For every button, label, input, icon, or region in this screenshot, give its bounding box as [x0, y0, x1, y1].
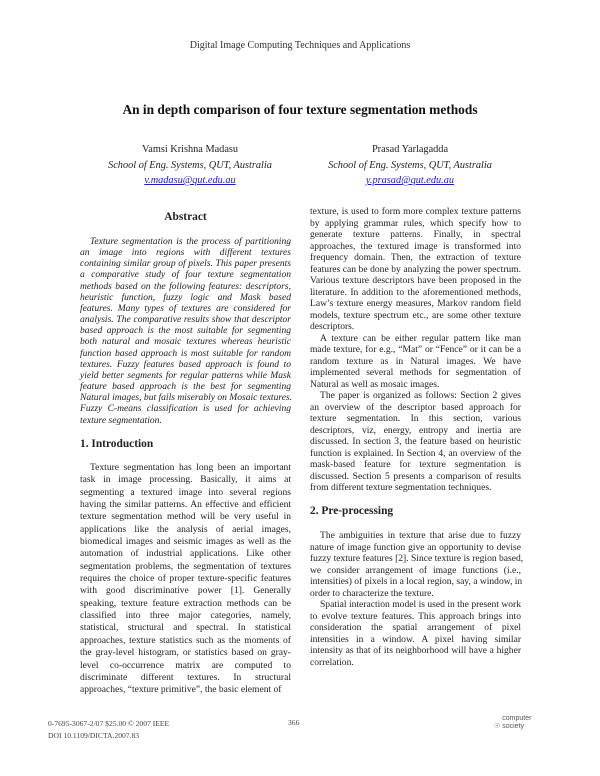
author-2: [290, 142, 530, 189]
author-name: Prasad Yarlagadda: [371, 144, 449, 155]
text-line: Natural images, but fails miserably on Mosaic textures.: [80, 392, 293, 404]
text-line: consideration the spatial arrangement of pixel: [310, 622, 521, 633]
text-line: Texture segmentation is the process of partitioning: [90, 236, 291, 247]
introduction-body: [80, 462, 291, 697]
text-line: segmentation problems, the segmentation of textures: [80, 560, 291, 572]
text-line: classified into three major categories, namely,: [80, 610, 291, 622]
text-line: approaches, “texture primitive”, the basic element of: [80, 684, 282, 696]
text-line: order to characterize the texture.: [310, 587, 434, 599]
text-line: an overview of the descriptor based approach for: [310, 401, 521, 413]
text-line: both natural and mosaic textures whereas heuristic: [80, 336, 291, 348]
text-line: intensities) of pixels in a local region, say, a window, in: [310, 576, 523, 587]
footer-isbn: 0-7695-3067-2/07 $25.00 © 2007 IEEE: [48, 719, 170, 728]
text-line: discussed. In section 3, the feature based on heuristic: [310, 436, 521, 447]
text-line: applications like the analysis of aerial images,: [80, 523, 291, 535]
text-line: frequency domain. Then, the extraction of texture: [310, 252, 521, 263]
text-line: automation of industrial applications. Like other: [80, 548, 291, 560]
text-line: the gray-level histogram, or statistics based on gray-: [80, 647, 291, 659]
text-line: intensities in a window. A pixel having similar: [310, 633, 521, 645]
text-line: Various texture descriptors have been proposed in the: [310, 275, 521, 286]
abstract-heading: Abstract: [164, 211, 207, 223]
text-line: texture, is used to form more complex texture patterns: [310, 206, 521, 217]
text-line: Fuzzy C-means classification is used for achieving: [80, 403, 291, 415]
text-line: analysis. The comparative results show that descriptor: [80, 314, 291, 326]
text-line: segmenting a textured image into several regions: [80, 486, 291, 498]
text-line: approaches, texture statistics such as the moments of: [80, 634, 291, 646]
author-1: [70, 142, 310, 189]
text-line: intensity as that of its neighborhood will have a higher: [310, 645, 521, 656]
author-affiliation: School of Eng. Systems, QUT, Australia: [328, 159, 492, 171]
text-line: features can be done by analyzing the power spectrum.: [310, 263, 521, 275]
text-line: an image into regions with different textures: [80, 247, 291, 259]
text-line: yield better segments for regular patterns while Mask: [80, 369, 291, 381]
text-line: random texture as in Natural images. We have: [310, 355, 521, 367]
text-line: The ambiguities in texture that arise due to fuzzy: [320, 530, 521, 541]
text-line: Spatial interaction model is used in the present work: [320, 599, 521, 610]
preprocessing-body: [310, 530, 524, 668]
abstract-body: [80, 236, 291, 426]
text-line: made texture, for e.g., “Mat” or “Fence” or it can be a: [310, 344, 521, 355]
text-line: correlation.: [310, 656, 354, 668]
text-line: a comparative study of four texture segmentation: [80, 269, 291, 281]
text-line: to evolve texture features. This approach brings into: [310, 610, 521, 622]
preprocessing-heading: 2. Pre-processing: [310, 505, 394, 517]
text-line: requires the choice of proper texture-specific features: [80, 573, 291, 585]
text-line: literature. In addition to the aforementioned methods,: [310, 286, 521, 298]
text-line: texture segmentation method will be very useful in: [80, 511, 291, 523]
text-line: biomedical images and seismic images as well as the: [80, 536, 291, 548]
text-line: containing similar group of pixels. This paper presents: [80, 258, 291, 270]
page-number: 366: [288, 718, 300, 727]
text-line: by applying grammar rules, which specify how to: [310, 217, 521, 229]
text-line: speaking, texture feature extraction methods can be: [80, 597, 291, 609]
text-line: mask-based feature for texture segmentation is: [310, 459, 521, 470]
introduction-heading: 1. Introduction: [80, 438, 154, 450]
text-line: having the similar patterns. An effective and efficient: [80, 499, 291, 511]
logo-mark-icon: ☉: [494, 723, 501, 730]
text-line: level co-occurrence matrix are computed to: [80, 659, 291, 671]
text-line: heuristic function, fuzzy logic and Mask based: [80, 291, 291, 303]
author-name: Vamsi Krishna Madasu: [141, 144, 239, 155]
text-line: Law’s texture energy measures, Markov random field: [310, 298, 521, 309]
right-column-body: [310, 206, 521, 494]
footer-copyright: [48, 718, 169, 742]
text-line: descriptors, viz, energy, entropy and inertia are: [310, 424, 521, 436]
text-line: discriminate different textures. In structural: [80, 671, 291, 683]
text-line: Texture segmentation has long been an important: [90, 462, 291, 473]
footer-doi: DOI 10.1109/DICTA.2007.83: [48, 731, 140, 740]
text-line: Natural as well as mosaic images.: [310, 378, 440, 390]
text-line: A texture can be either regular pattern like man: [320, 332, 521, 344]
text-line: discussed. Section 5 presents a comparison of results: [310, 470, 521, 482]
text-line: methods based on the following features: descriptors,: [80, 280, 291, 292]
logo-text: computer society: [502, 715, 532, 730]
text-line: statistical, structural and spectral. In statistical: [80, 622, 291, 634]
text-line: function based approach is most suitable for random: [80, 347, 291, 359]
text-line: approaches, the textured image is transformed into: [310, 240, 521, 252]
text-line: based approach is the most suitable for segmenting: [80, 325, 291, 337]
text-line: task in image processing. Basically, it aims at: [80, 474, 291, 486]
text-line: implemented several methods for segmentation of: [310, 367, 521, 378]
computer-society-logo: [494, 715, 542, 731]
text-line: feature based approach is the best for segmenting: [80, 381, 291, 393]
paper-title: An in depth comparison of four texture segmentation methods: [122, 102, 478, 117]
text-line: with good discriminative power [1]. Generally: [80, 585, 291, 597]
text-line: textures. Fuzzy features based approach is found to: [80, 358, 291, 370]
text-line: texture segmentation.: [80, 414, 162, 426]
text-line: fuzzy texture features [2]. Since texture is region based,: [310, 553, 524, 564]
text-line: from different texture segmentation techniques.: [310, 482, 492, 493]
text-line: we consider arrangement of image functions (i.e.,: [310, 564, 521, 576]
text-line: nature of image function give an opportunity to devise: [310, 541, 521, 553]
text-line: models, texture spectrum etc., are some other texture: [310, 309, 521, 321]
text-line: texture segmentation. In this section, various: [310, 413, 521, 424]
text-line: function is explained. In Section 4, an overview of the: [310, 447, 521, 459]
running-head: Digital Image Computing Techniques and Applications: [189, 40, 411, 51]
author-email-link[interactable]: y.prasad@qut.edu.au: [365, 175, 455, 186]
text-line: features. Many types of textures are considered for: [80, 302, 291, 314]
author-email-link[interactable]: v.madasu@qut.edu.au: [144, 175, 236, 186]
text-line: generate texture patterns. Finally, in spectral: [310, 229, 521, 240]
author-affiliation: School of Eng. Systems, QUT, Australia: [108, 159, 272, 171]
text-line: descriptors.: [310, 321, 355, 332]
text-line: The paper is organized as follows: Section 2 gives: [320, 390, 521, 401]
